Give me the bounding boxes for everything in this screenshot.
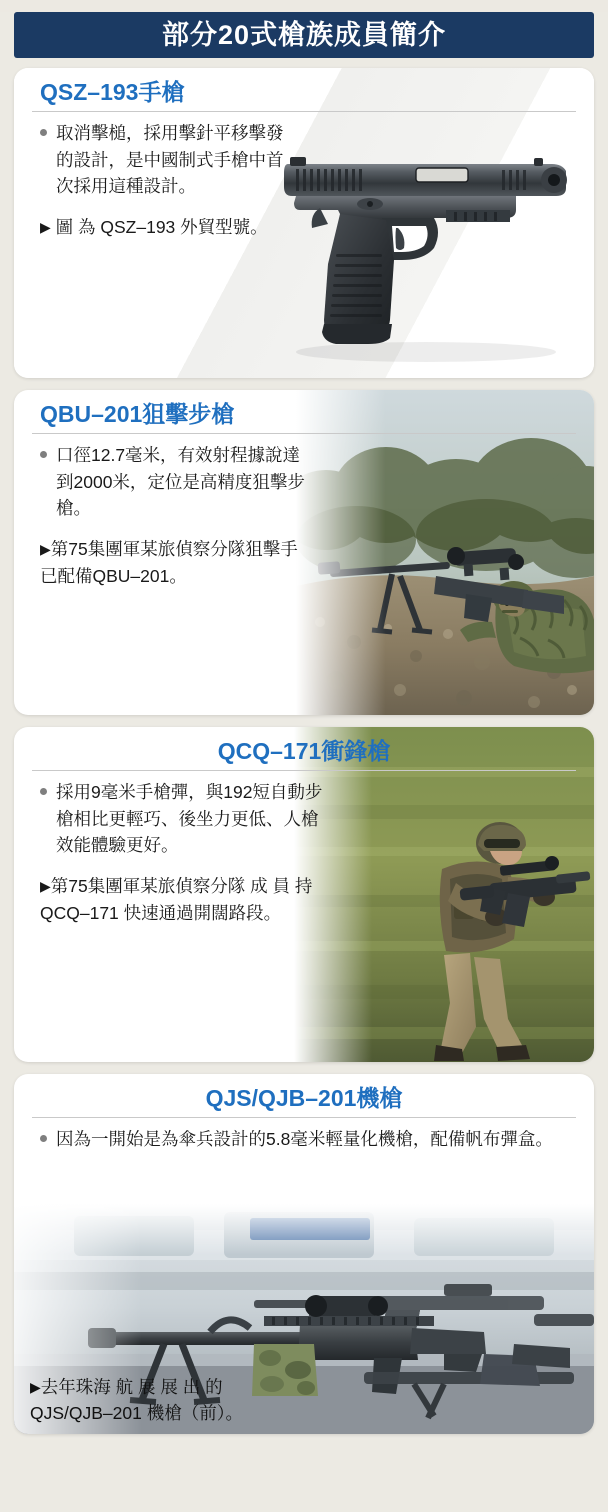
caption-marker-icon: ▶ <box>30 1378 41 1395</box>
title-divider <box>32 770 576 771</box>
infographic-page <box>0 12 608 1512</box>
page-header <box>14 12 594 58</box>
photo-caption <box>40 214 300 241</box>
bullet-text: 口徑12.7毫米，有效射程據說達到2000米，定位是高精度狙擊步槍。 <box>40 442 315 522</box>
card-title-qbu-201: QBU–201狙擊步槍 <box>40 401 235 427</box>
card-title-qcq-171: QCQ–171衝鋒槍 <box>217 738 391 764</box>
card-title-qjs-qjb-201: QJS/QJB–201機槍 <box>205 1085 403 1111</box>
caption-text: 第75集團軍某旅偵察分隊 成 員 持 QCQ–171 快速通過開闊路段。 <box>40 876 313 923</box>
card-title-qsz-193: QSZ–193手槍 <box>40 79 185 105</box>
photo-caption <box>14 1374 245 1427</box>
card-qjs-qjb-201 <box>14 1074 594 1434</box>
caption-text: 第75集團軍某旅偵察分隊狙擊手已配備QBU–201。 <box>40 539 298 586</box>
photo-caption <box>40 536 315 589</box>
caption-text: 圖 為 QSZ–193 外貿型號。 <box>55 217 268 238</box>
page-title: 部分20式槍族成員簡介 <box>161 19 447 50</box>
caption-marker-icon: ▶ <box>40 878 51 895</box>
photo-caption <box>40 873 330 926</box>
card-body-qsz-193 <box>14 120 318 250</box>
card-qsz-193 <box>14 68 594 378</box>
title-divider <box>32 433 576 434</box>
title-divider <box>32 1117 576 1118</box>
caption-marker-icon: ▶ <box>40 219 51 236</box>
card-body-qjs-qjb-201 <box>14 1126 594 1163</box>
title-divider <box>32 111 576 112</box>
caption-marker-icon: ▶ <box>40 541 51 558</box>
bullet-text: 採用9毫米手槍彈，與192短自動步槍相比更輕巧、後坐力更低、人槍效能體驗更好。 <box>40 779 330 859</box>
caption-text: 去年珠海 航 展 展 出 的 QJS/QJB–201 機槍（前）。 <box>30 1376 243 1423</box>
sniper-photo <box>296 390 594 715</box>
bullet-text: 取消擊槌，採用擊針平移擊發的設計，是中國制式手槍中首次採用這種設計。 <box>40 120 300 200</box>
card-qbu-201 <box>14 390 594 715</box>
bullet-text: 因為一開始是為傘兵設計的5.8毫米輕量化機槍，配備帆布彈盒。 <box>40 1126 594 1153</box>
card-body-qbu-201 <box>14 442 333 599</box>
card-body-qcq-171 <box>14 779 348 936</box>
card-qcq-171 <box>14 727 594 1062</box>
